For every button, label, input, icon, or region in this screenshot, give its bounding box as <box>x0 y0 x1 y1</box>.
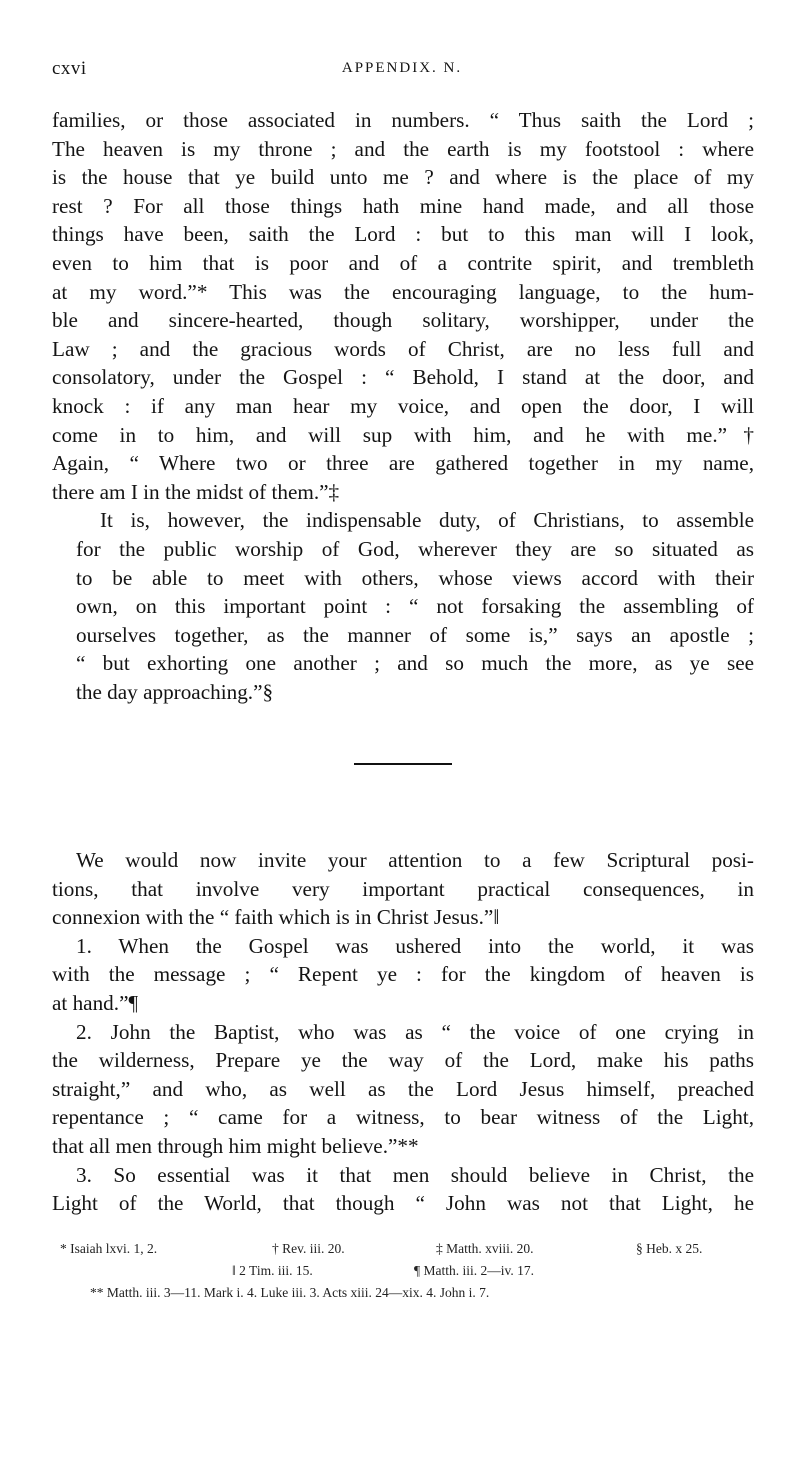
footnote-star: * Isaiah lxvi. 1, 2. <box>60 1241 158 1256</box>
section-1-text <box>52 106 754 706</box>
text-line: the wilderness, Prepare ye the way of the Lord, make his paths <box>52 1048 754 1073</box>
text-line: come in to him, and will sup with him, and he with me.”† <box>52 422 754 447</box>
footnote-double-dagger: ‡ Matth. xviii. 20. <box>436 1241 534 1256</box>
footnote-parallel: ‖ 2 Tim. iii. 15. <box>232 1263 313 1278</box>
text-line: The heaven is my throne ; and the earth is my footstool : where <box>52 136 754 161</box>
numbered-item-1 <box>52 932 754 1018</box>
text-line: Again, “ Where two or three are gathered together in my name, <box>52 451 754 476</box>
section-2-text <box>52 846 754 1218</box>
text-line: It is, however, the indispensable duty, of Christians, to assemble <box>100 508 754 533</box>
footnote-pilcrow: ¶ Matth. iii. 2—iv. 17. <box>414 1263 534 1278</box>
text-line: ble and sincere-hearted, though solitary, worshipper, under the <box>52 308 754 333</box>
footnote-dagger: † Rev. iii. 20. <box>272 1241 345 1256</box>
paragraph-3 <box>52 846 754 932</box>
text-line: rest ? For all those things hath mine hand made, and all those <box>52 193 754 218</box>
text-line: Law ; and the gracious words of Christ, are no less full and <box>52 336 754 361</box>
text-line: Light of the World, that though “ John was not that Light, he <box>52 1191 754 1216</box>
text-line: straight,” and who, as well as the Lord Jesus himself, preached <box>52 1076 754 1101</box>
section-divider-rule <box>354 763 452 765</box>
text-line: to be able to meet with others, whose views accord with their <box>76 565 754 590</box>
text-line: at hand.”¶ <box>52 990 139 1015</box>
paragraph-2 <box>52 506 754 706</box>
paragraph-1 <box>52 106 754 506</box>
text-line: with the message ; “ Repent ye : for the kingdom of heaven is <box>52 962 754 987</box>
numbered-item-3 <box>52 1161 754 1218</box>
footnote-row <box>52 1238 754 1260</box>
text-line: for the public worship of God, wherever they are so situated as <box>76 536 754 561</box>
text-line: knock : if any man hear my voice, and open the door, I will <box>52 393 754 418</box>
text-line: consolatory, under the Gospel : “ Behold, I stand at the door, and <box>52 365 754 390</box>
page-header <box>52 58 752 82</box>
text-line: things have been, saith the Lord : but to this man will I look, <box>52 222 754 247</box>
running-head: APPENDIX. N. <box>341 60 463 76</box>
text-line: the day approaching.”§ <box>76 679 274 704</box>
page-number: cxvi <box>52 58 87 79</box>
footnotes <box>52 1238 754 1304</box>
text-line: repentance ; “ came for a witness, to bear witness of the Light, <box>52 1105 754 1130</box>
text-line: at my word.”* This was the encouraging language, to the hum- <box>52 279 754 304</box>
footnote-double-star: ** Matth. iii. 3—11. Mark i. 4. Luke iii. 3. Acts xiii. 24—xix. 4. John i. 7. <box>90 1285 490 1300</box>
text-line: is the house that ye build unto me ? and where is the place of my <box>52 165 754 190</box>
text-line: connexion with the “ faith which is in Christ Jesus.”‖ <box>52 905 500 930</box>
text-line: We would now invite your attention to a few Scriptural posi- <box>76 848 754 872</box>
text-line: that all men through him might believe.”** <box>52 1133 419 1158</box>
footnote-section: § Heb. x 25. <box>636 1241 703 1256</box>
text-line: ourselves together, as the manner of some is,” says an apostle ; <box>76 622 754 647</box>
footnote-row <box>52 1260 754 1282</box>
text-line: there am I in the midst of them.”‡ <box>52 479 340 504</box>
text-line: 1. When the Gospel was ushered into the world, it was <box>76 933 754 958</box>
text-line: “ but exhorting one another ; and so much the more, as ye see <box>76 651 754 676</box>
text-line: 2. John the Baptist, who was as “ the voice of one crying in <box>76 1019 754 1044</box>
text-line: 3. So essential was it that men should believe in Christ, the <box>76 1162 754 1187</box>
text-line: tions, that involve very important practical consequences, in <box>52 876 754 901</box>
text-line: own, on this important point : “ not forsaking the assembling of <box>76 594 754 619</box>
footnote-row <box>52 1282 754 1304</box>
numbered-item-2 <box>52 1018 754 1161</box>
text-line: families, or those associated in numbers. “ Thus saith the Lord ; <box>52 108 754 132</box>
text-line: even to him that is poor and of a contrite spirit, and trembleth <box>52 250 754 275</box>
